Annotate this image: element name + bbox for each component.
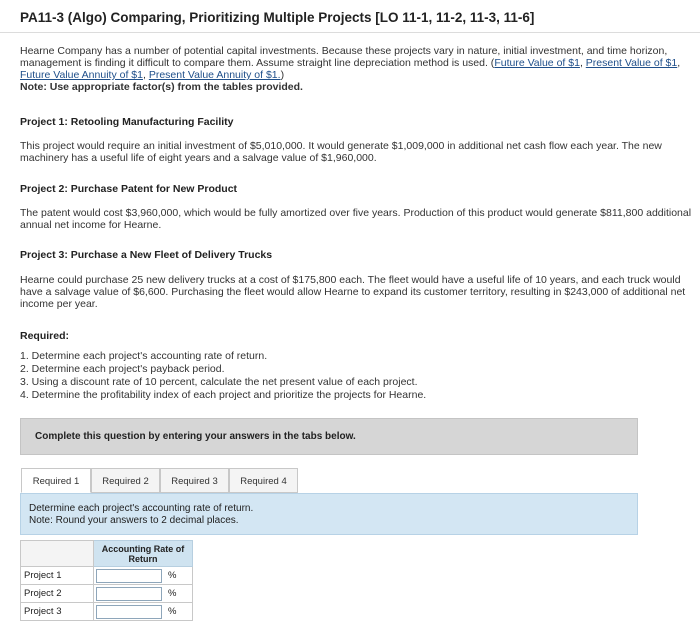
- arr-input-project-2[interactable]: [96, 587, 162, 601]
- instruction-panel: [20, 493, 638, 535]
- tab-required-1[interactable]: Required 1: [21, 468, 91, 493]
- required-item: 1. Determine each project's accounting rate of return.: [20, 350, 268, 362]
- table-row: [21, 585, 193, 603]
- project-3-heading: Project 3: Purchase a New Fleet of Delivery Trucks: [20, 249, 273, 261]
- project-3-text: Hearne could purchase 25 new delivery trucks at a cost of $175,800 each. The fleet would have a useful life of 10 years, and each truck would have a salvage value of $6,600. Purchasing the fleet would allow Hearne to expand its customer territory, resulting in $243,000 of additional net income per year.: [20, 274, 686, 310]
- link-separator: ,: [142, 69, 149, 81]
- required-item: 3. Using a discount rate of 10 percent, calculate the net present value of each project.: [20, 376, 418, 388]
- intro-text: Hearne Company has a number of potential capital investments. Because these projects vary in nature, initial investment, and time horizon, management is finding it difficult to compare them. Assume straight line depreciation method is used. (: [20, 45, 668, 69]
- table-row: [21, 567, 193, 585]
- banner-text: Complete this question by entering your answers in the tabs below.: [35, 431, 356, 442]
- link-present-value-annuity[interactable]: Present Value Annuity of $1.: [148, 69, 281, 81]
- required-item: 4. Determine the profitability index of each project and prioritize the projects for Hearne.: [20, 389, 427, 401]
- link-separator: ,: [677, 57, 681, 69]
- panel-note: Note: Round your answers to 2 decimal places.: [29, 515, 239, 526]
- arr-input-project-3[interactable]: [96, 605, 162, 619]
- row-label-project-2: Project 2: [21, 585, 94, 603]
- row-label-project-1: Project 1: [21, 567, 94, 585]
- project-2-text: The patent would cost $3,960,000, which would be fully amortized over five years. Production of this product would generate $811,800 additional annual net income for Hearne.: [20, 207, 692, 231]
- percent-unit: %: [168, 606, 177, 617]
- required-list: [20, 350, 426, 402]
- row-label-project-3: Project 3: [21, 603, 94, 621]
- tab-required-3[interactable]: Required 3: [160, 468, 229, 493]
- table-corner: [21, 541, 94, 567]
- link-separator: ,: [579, 57, 586, 69]
- link-present-value[interactable]: Present Value of $1: [585, 57, 678, 69]
- link-future-value-annuity[interactable]: Future Value Annuity of $1: [20, 69, 143, 81]
- answer-cell: [94, 585, 193, 603]
- intro-close: ): [280, 69, 285, 81]
- project-1-heading: Project 1: Retooling Manufacturing Facility: [20, 116, 234, 128]
- percent-unit: %: [168, 588, 177, 599]
- answer-cell: [94, 567, 193, 585]
- answer-table: [20, 540, 193, 621]
- panel-instruction: Determine each project's accounting rate of return.: [29, 503, 254, 514]
- column-header-arr: Accounting Rate of Return: [94, 541, 193, 567]
- link-future-value[interactable]: Future Value of $1: [494, 57, 580, 69]
- title-divider: [0, 32, 700, 33]
- percent-unit: %: [168, 570, 177, 581]
- required-heading: Required:: [20, 330, 70, 342]
- answer-cell: [94, 603, 193, 621]
- project-1-text: This project would require an initial investment of $5,010,000. It would generate $1,009,000 in additional net cash flow each year. The new machinery has a useful life of eight years and a salvage value of $1,960,000.: [20, 140, 662, 164]
- table-row: [21, 603, 193, 621]
- intro-note: Note: Use appropriate factor(s) from the tables provided.: [20, 81, 303, 93]
- page-title: PA11-3 (Algo) Comparing, Prioritizing Multiple Projects [LO 11-1, 11-2, 11-3, 11-6]: [20, 10, 535, 25]
- tab-required-2[interactable]: Required 2: [91, 468, 160, 493]
- intro-paragraph: [20, 45, 695, 93]
- tab-required-4[interactable]: Required 4: [229, 468, 298, 493]
- required-item: 2. Determine each project's payback period.: [20, 363, 225, 375]
- instructions-banner: [20, 418, 638, 455]
- arr-input-project-1[interactable]: [96, 569, 162, 583]
- project-2-heading: Project 2: Purchase Patent for New Product: [20, 183, 238, 195]
